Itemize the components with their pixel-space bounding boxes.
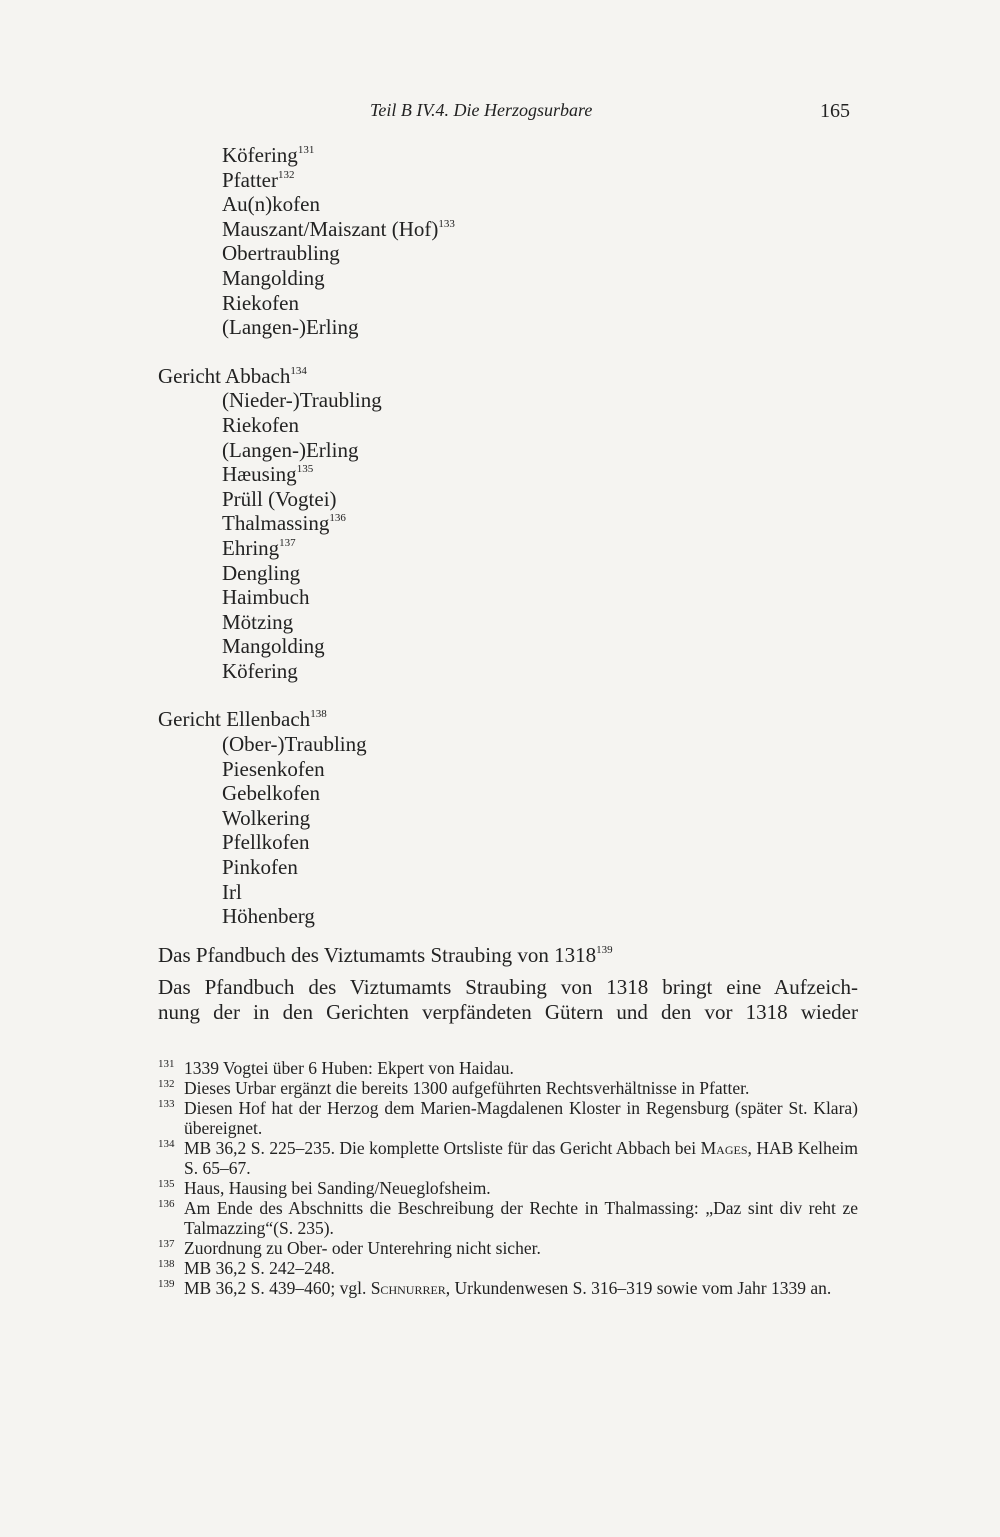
- heading-gericht-abbach: Gericht Abbach$^{134}$: [158, 363, 307, 388]
- place-entry: [158, 757, 858, 782]
- footnote: [158, 1198, 858, 1238]
- place-entry: [158, 904, 858, 929]
- place-name: Pfellkofen: [222, 830, 310, 855]
- place-entry: [158, 585, 858, 610]
- place-entry: [158, 561, 858, 586]
- running-head: [370, 100, 850, 126]
- place-name: Dengling: [222, 560, 301, 585]
- place-entry: [158, 291, 858, 316]
- footnote-text: Diesen Hof hat der Herzog dem Marien-Magdalenen Kloster in Regensburg (später St. Klara) übereignet.: [184, 1098, 858, 1138]
- place-list-b: [158, 388, 858, 683]
- place-entry: [158, 634, 858, 659]
- footnote-number: 135: [158, 1178, 175, 1190]
- place-name: Ehring: [222, 535, 280, 560]
- place-name: Piesenkofen: [222, 756, 325, 781]
- footnote-ref: 137: [279, 536, 296, 549]
- place-name: Höhenberg: [222, 904, 315, 929]
- footnote-number: 139: [158, 1278, 175, 1290]
- footnote: [158, 1238, 858, 1258]
- place-entry: [158, 880, 858, 905]
- footnotes: [158, 1058, 858, 1298]
- footnote: [158, 1078, 858, 1098]
- place-name: Pfatter: [222, 167, 278, 192]
- place-entry: [158, 168, 858, 193]
- footnote-number: 137: [158, 1238, 175, 1250]
- place-name: Mötzing: [222, 609, 294, 634]
- place-name: (Nieder-)Traubling: [222, 388, 382, 413]
- footnote-number: 131: [158, 1058, 175, 1070]
- place-entry: [158, 830, 858, 855]
- footnote-text: Haus, Hausing bei Sanding/Neueglofsheim.: [184, 1178, 491, 1198]
- place-entry: [158, 536, 858, 561]
- running-head-title: Teil B IV.4. Die Herzogsurbare: [370, 100, 593, 120]
- place-name: Au(n)kofen: [222, 192, 320, 217]
- footnote-ref: 136: [329, 512, 346, 525]
- place-entry: [158, 487, 858, 512]
- footnote-ref: 133: [438, 217, 455, 230]
- body-paragraph: [158, 975, 858, 1024]
- place-name: Prüll (Vogtei): [222, 486, 337, 511]
- place-entry: [158, 438, 858, 463]
- footnote: [158, 1138, 858, 1178]
- place-entry: [158, 143, 858, 168]
- place-entry: [158, 781, 858, 806]
- place-name: Köfering: [222, 143, 298, 167]
- section-title: Das Pfandbuch des Viztumamts Straubing von 1318$^{139}$: [158, 942, 613, 967]
- author-name: Schnurrer: [370, 1278, 446, 1298]
- footnote-text: MB 36,2 S. 225–235. Die komplette Ortsliste für das Gericht Abbach bei Mages, HAB Kelheim S. 65–67.: [184, 1138, 858, 1178]
- footnote-ref: 131: [297, 144, 315, 156]
- place-name: Irl: [222, 879, 242, 904]
- place-name: Haimbuch: [222, 585, 310, 610]
- footnote-ref: 135: [296, 463, 314, 476]
- place-entry: [158, 511, 858, 536]
- paragraph-line: Das Pfandbuch des Viztumamts Straubing von 1318 bringt eine Aufzeich-: [158, 975, 858, 1000]
- place-name: Mangolding: [222, 265, 325, 290]
- place-entry: [158, 315, 858, 340]
- place-name: (Langen-)Erling: [222, 437, 359, 462]
- place-name: Gebelkofen: [222, 781, 320, 806]
- footnote-text: MB 36,2 S. 439–460; vgl. Schnurrer, Urkundenwesen S. 316–319 sowie vom Jahr 1339 an.: [184, 1278, 832, 1298]
- footnote-text: MB 36,2 S. 242–248.: [184, 1258, 335, 1278]
- footnote-number: 138: [158, 1258, 175, 1270]
- place-name: Pinkofen: [222, 855, 298, 880]
- main-text: [158, 143, 858, 1025]
- footnote-ref: 132: [277, 168, 295, 181]
- place-name: Köfering: [222, 658, 298, 683]
- footnote: [158, 1178, 858, 1198]
- place-list-a: [158, 143, 858, 340]
- place-name: Hæusing: [222, 462, 297, 487]
- footnote-number: 136: [158, 1198, 175, 1210]
- heading-gericht-ellenbach: Gericht Ellenbach$^{138}$: [158, 707, 327, 732]
- footnote: [158, 1058, 858, 1078]
- author-name: Mages: [700, 1138, 748, 1158]
- place-entry: [158, 462, 858, 487]
- place-entry: [158, 659, 858, 684]
- place-name: (Ober-)Traubling: [222, 732, 367, 757]
- place-list-c: [158, 732, 858, 929]
- footnote-text: 1339 Vogtei über 6 Huben: Ekpert von Haidau.: [184, 1058, 514, 1078]
- place-name: Wolkering: [222, 805, 311, 830]
- place-entry: [158, 266, 858, 291]
- place-entry: [158, 855, 858, 880]
- place-name: Riekofen: [222, 290, 299, 315]
- place-name: Obertraubling: [222, 241, 340, 266]
- footnote-number: 133: [158, 1098, 175, 1110]
- place-entry: [158, 241, 858, 266]
- place-name: (Langen-)Erling: [222, 315, 359, 340]
- place-name: Mauszant/Maiszant (Hof): [222, 216, 439, 241]
- footnote-text: Dieses Urbar ergänzt die bereits 1300 aufgeführten Rechtsverhältnisse in Pfatter.: [184, 1078, 750, 1098]
- place-entry: [158, 806, 858, 831]
- place-entry: [158, 413, 858, 438]
- footnote: [158, 1278, 858, 1298]
- place-name: Riekofen: [222, 412, 299, 437]
- place-entry: [158, 192, 858, 217]
- place-entry: [158, 217, 858, 242]
- footnote-text: Am Ende des Abschnitts die Beschreibung der Rechte in Thalmassing: „Daz sint div reht ze Talmazzing“(S. 235).: [184, 1198, 858, 1238]
- footnote: [158, 1258, 858, 1278]
- page-number: 165: [820, 100, 850, 122]
- footnote: [158, 1098, 858, 1138]
- paragraph-line: nung der in den Gerichten verpfändeten Gütern und den vor 1318 wieder: [158, 1000, 858, 1024]
- place-entry: [158, 610, 858, 635]
- footnote-number: 134: [158, 1138, 175, 1150]
- place-entry: [158, 732, 858, 757]
- place-name: Mangolding: [222, 634, 325, 659]
- place-name: Thalmassing: [222, 511, 330, 536]
- place-entry: [158, 388, 858, 413]
- footnote-number: 132: [158, 1078, 175, 1090]
- footnote-text: Zuordnung zu Ober- oder Unterehring nicht sicher.: [184, 1238, 541, 1258]
